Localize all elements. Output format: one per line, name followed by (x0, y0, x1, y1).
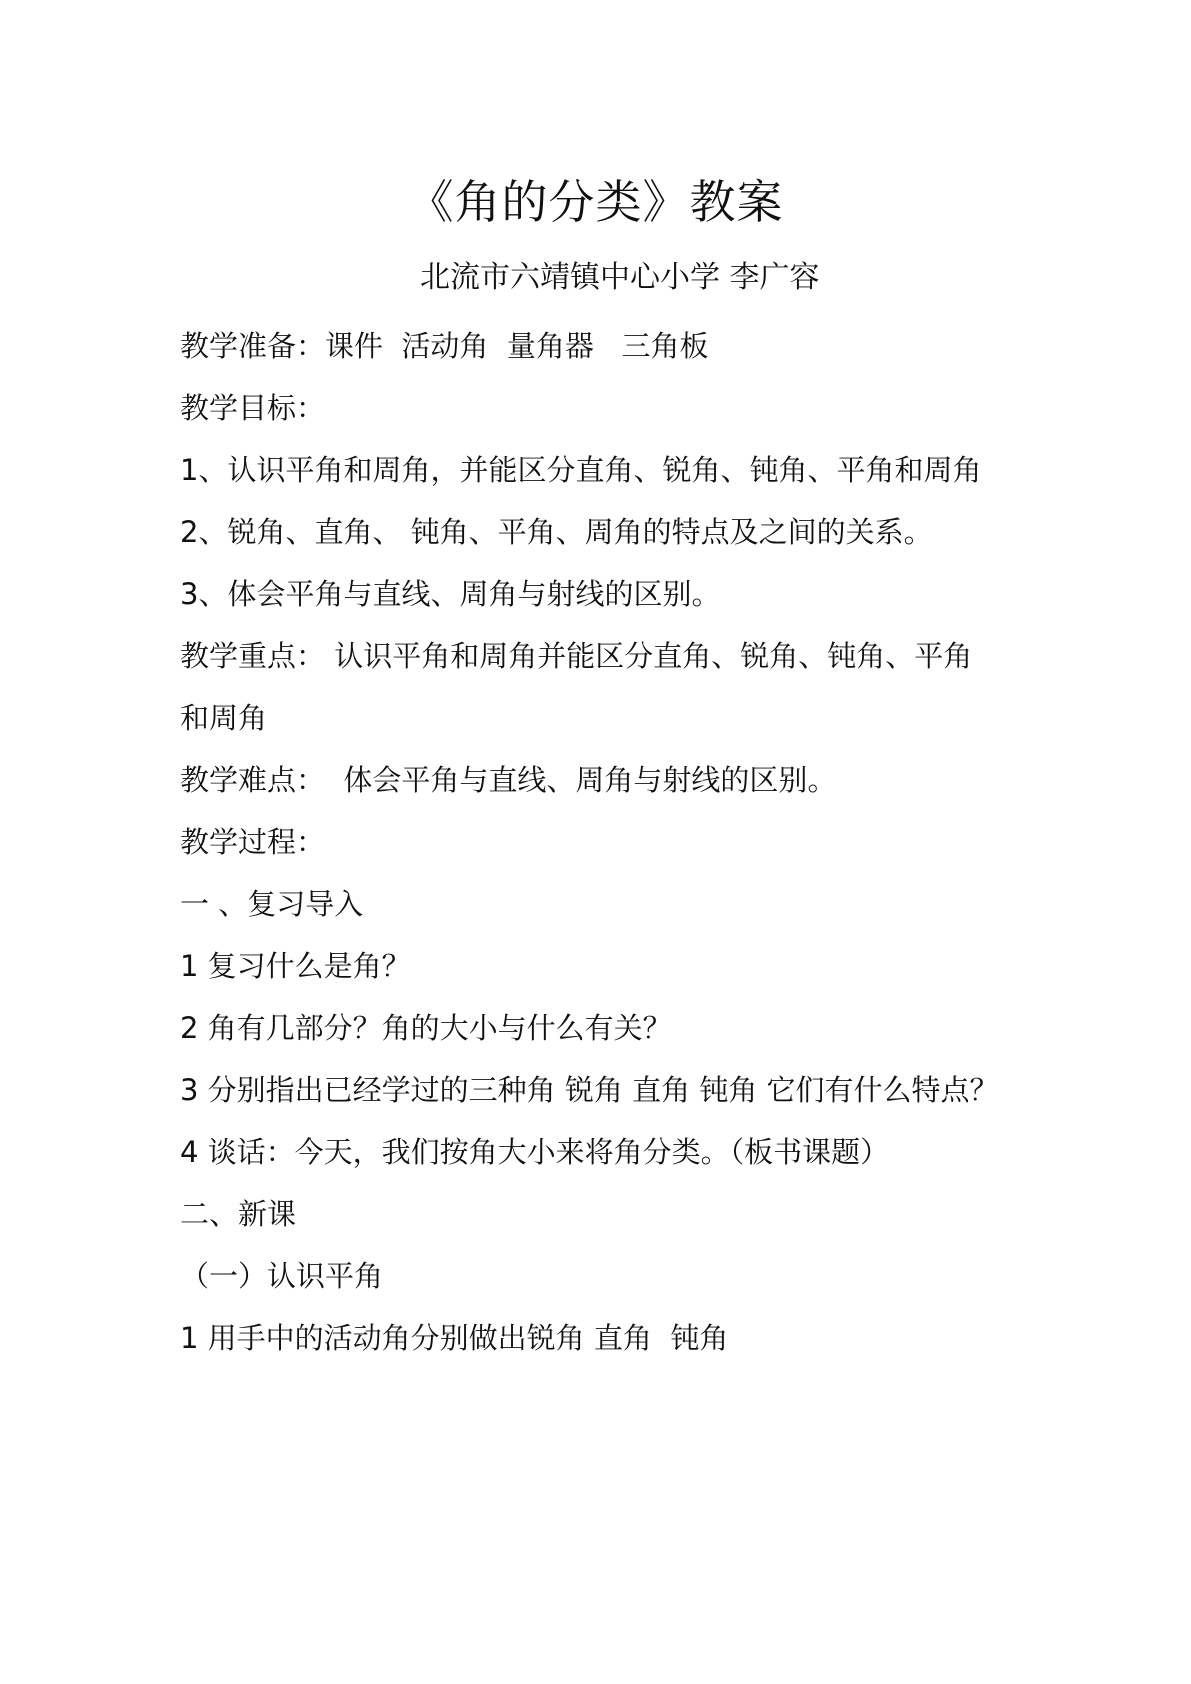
goal-1: 1、认识平角和周角，并能区分直角、锐角、钝角、平角和周角 (180, 453, 982, 487)
goal-3: 3、体会平角与直线、周角与射线的区别。 (180, 577, 721, 611)
lesson-step-1: 1 用手中的活动角分别做出锐角 直角 钝角 (180, 1321, 729, 1355)
teaching-goals-heading: 教学目标： (180, 391, 326, 425)
review-item-2: 2 角有几部分？角的大小与什么有关？ (180, 1011, 672, 1045)
teaching-focus-continued: 和周角 (180, 701, 268, 735)
review-item-3: 3 分别指出已经学过的三种角 锐角 直角 钝角 它们有什么特点？ (180, 1073, 999, 1107)
goal-2: 2、锐角、直角、 钝角、平角、周角的特点及之间的关系。 (180, 515, 933, 549)
teaching-focus: 教学重点： 认识平角和周角并能区分直角、锐角、钝角、平角 (180, 639, 973, 673)
teaching-preparation: 教学准备：课件 活动角 量角器 三角板 (180, 329, 709, 363)
review-item-1: 1 复习什么是角？ (180, 949, 411, 983)
review-item-4: 4 谈话：今天，我们按角大小来将角分类。（板书课题） (180, 1135, 890, 1169)
document-title: 《角的分类》教案 (407, 175, 784, 229)
author-line: 北流市六靖镇中心小学 李广容 (420, 260, 820, 295)
section-new-lesson: 二、新课 (180, 1197, 297, 1231)
section-review-intro: 一 、复习导入 (180, 887, 364, 921)
teaching-process-heading: 教学过程： (180, 825, 326, 859)
subsection-straight-angle: （一）认识平角 (180, 1259, 384, 1293)
teaching-difficulty: 教学难点： 体会平角与直线、周角与射线的区别。 (180, 763, 837, 797)
